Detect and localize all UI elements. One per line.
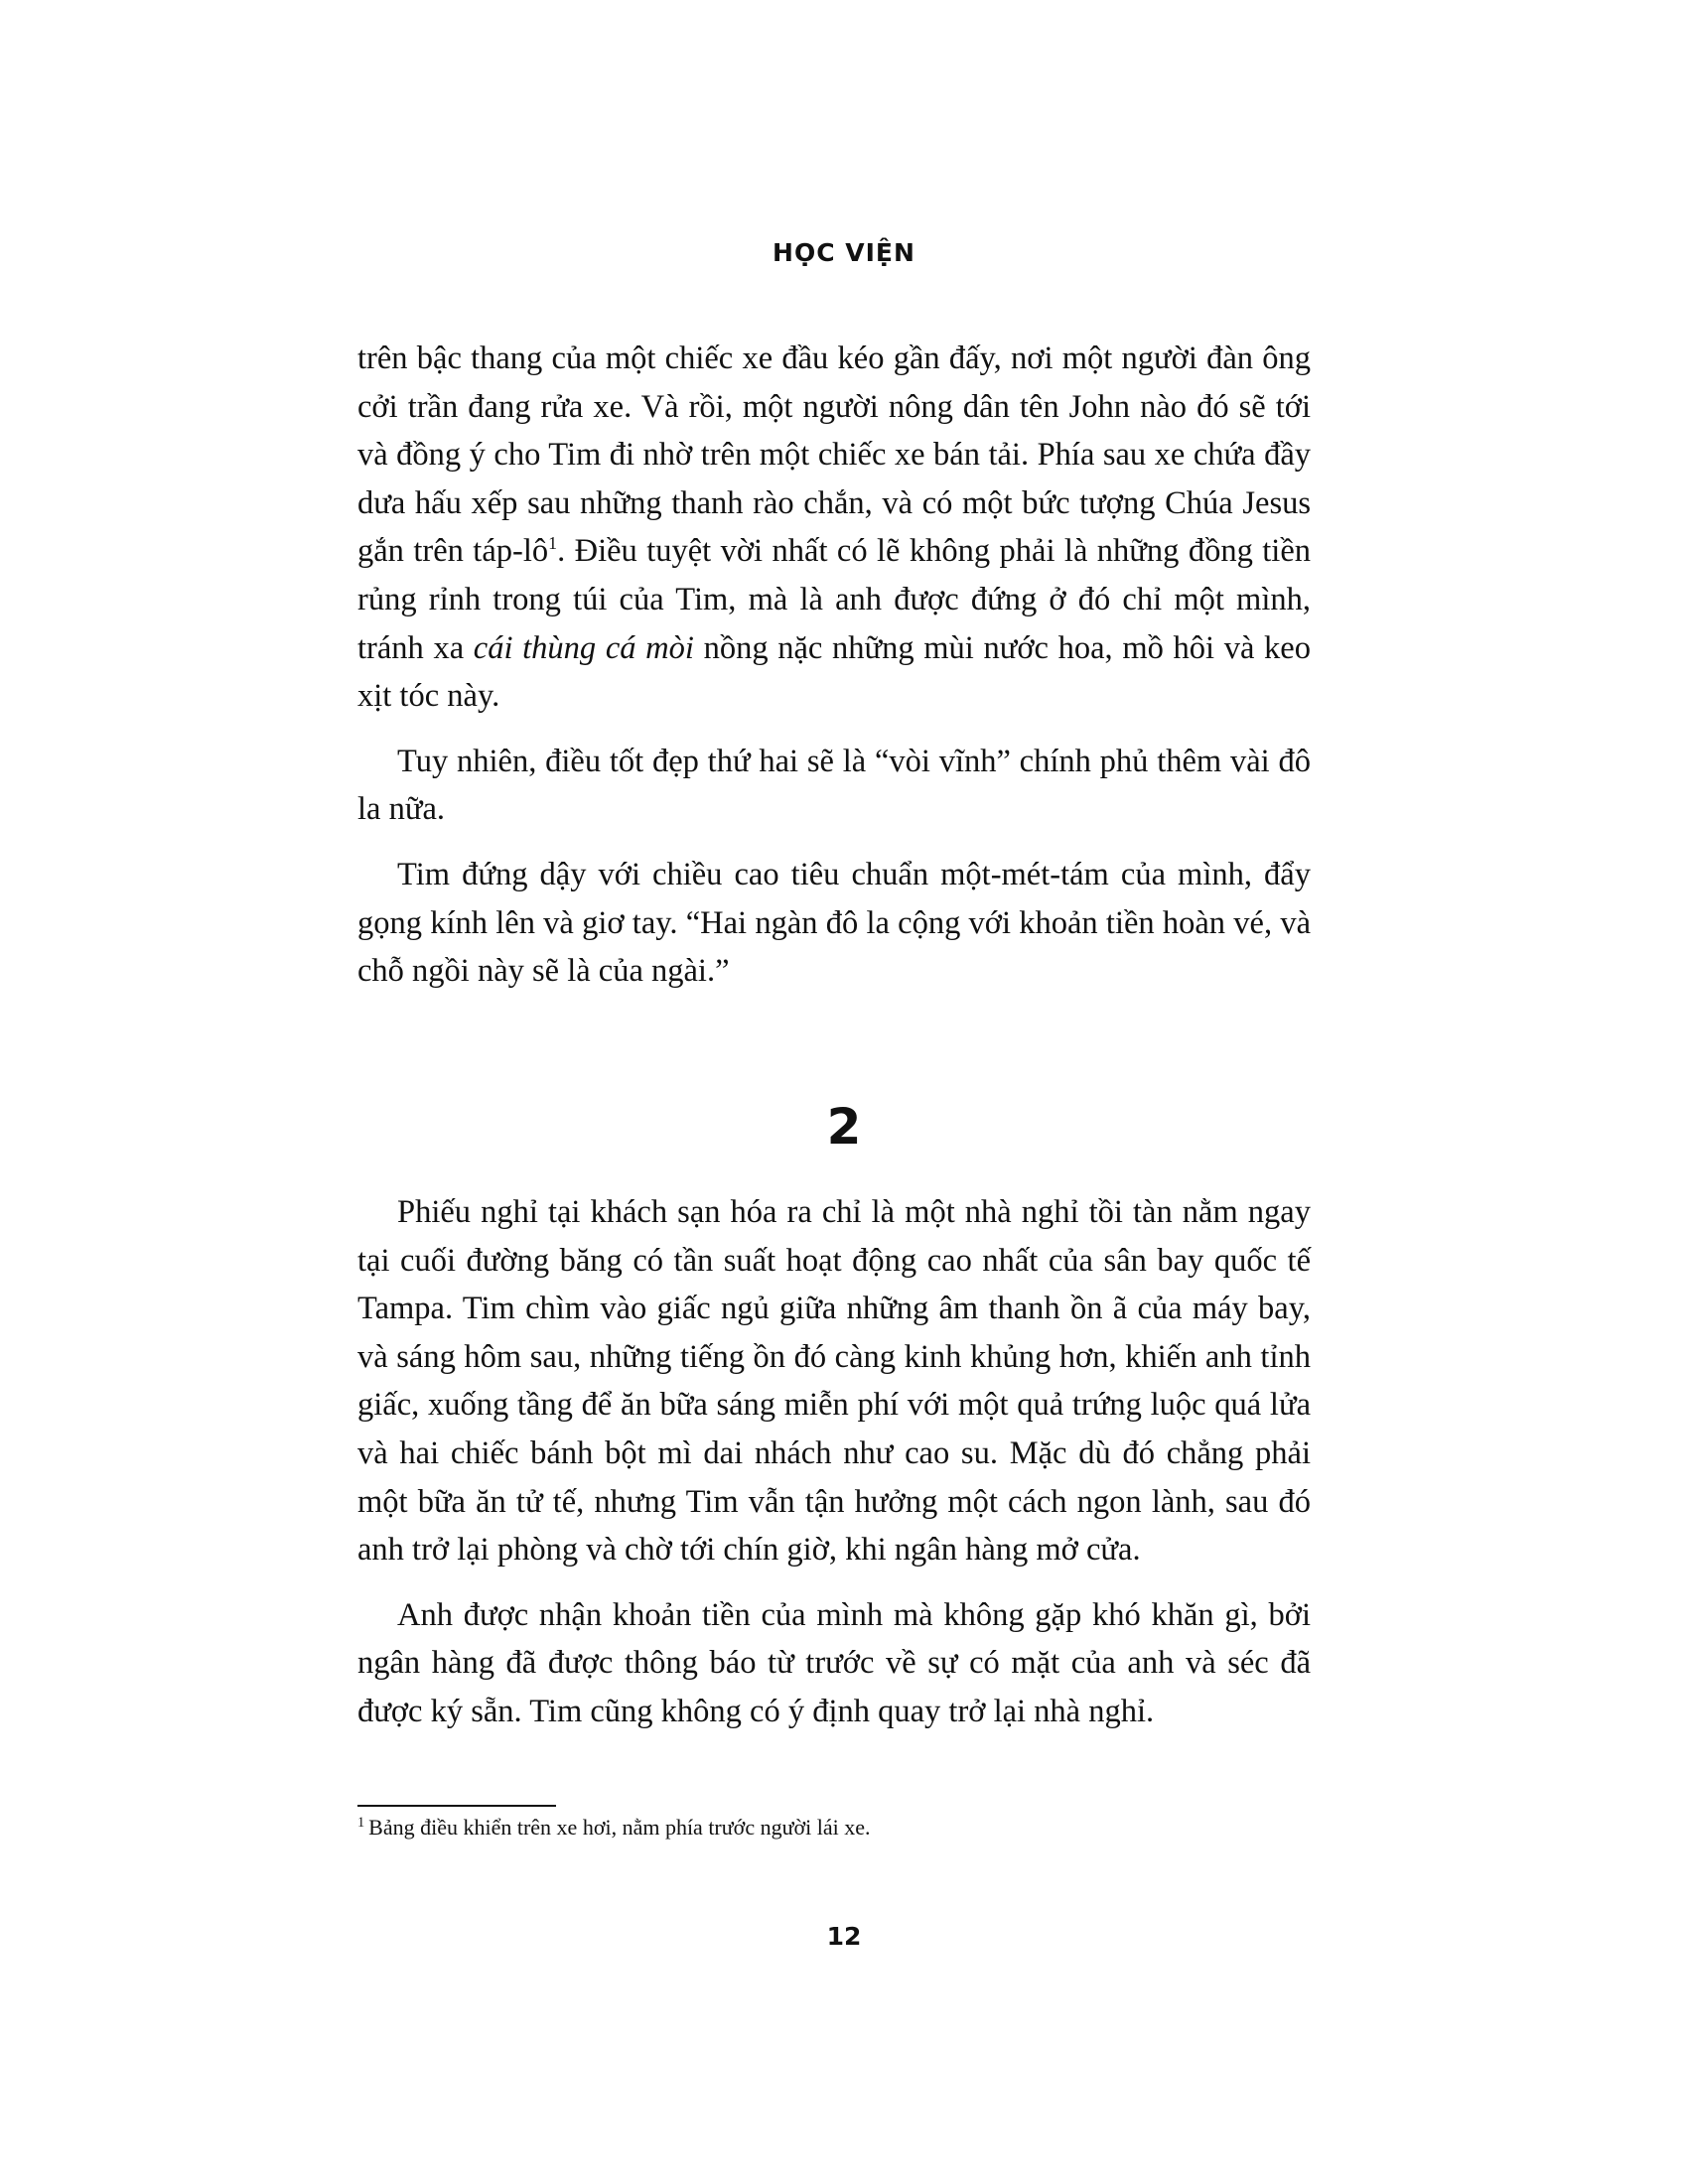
footnote	[357, 1813, 1311, 1843]
footnote-divider	[357, 1805, 556, 1807]
footnote-reference: 1	[548, 533, 558, 554]
paragraph: Phiếu nghỉ tại khách sạn hóa ra chỉ là một nhà nghỉ tồi tàn nằm ngay tại cuối đường băng có tần suất hoạt động cao nhất của sân bay quốc tế Tampa. Tim chìm vào giấc ngủ giữa những âm thanh ồn ã của máy bay, và sáng hôm sau, những tiếng ồn đó càng kinh khủng hơn, khiến anh tỉnh giấc, xuống tầng để ăn bữa sáng miễn phí với một quả trứng luộc quá lửa và hai chiếc bánh bột mì dai nhách như cao su. Mặc dù đó chẳng phải một bữa ăn tử tế, nhưng Tim vẫn tận hưởng một cách ngon lành, sau đó anh trở lại phòng và chờ tới chín giờ, khi ngân hàng mở cửa.	[357, 1194, 1311, 1569]
paragraph: Anh được nhận khoản tiền của mình mà không gặp khó khăn gì, bởi ngân hàng đã được thông báo từ trước về sự có mặt của anh và séc đã được ký sẵn. Tim cũng không có ý định quay trở lại nhà nghỉ.	[357, 1596, 1311, 1729]
page-number: 12	[826, 1922, 862, 1951]
italic-phrase: cái thùng cá mòi	[473, 629, 694, 666]
text-block-chapter-body	[357, 1188, 1311, 1736]
paragraph: Tim đứng dậy với chiều cao tiêu chuẩn một-mét-tám của mình, đẩy gọng kính lên và giơ tay. “Hai ngàn đô la cộng với khoản tiền hoàn vé, và chỗ ngồi này sẽ là của ngài.”	[357, 856, 1311, 990]
paragraph-continued: trên bậc thang của một chiếc xe đầu kéo gần đấy, nơi một người đàn ông cởi trần đang rửa xe. Và rồi, một người nông dân tên John nào đó sẽ tới và đồng ý cho Tim đi nhờ trên một chiếc xe bán tải. Phía sau xe chứa đầy dưa hấu xếp sau những thanh rào chắn, và có một bức tượng Chúa Jesus gắn trên táp-$lô^1$. Điều tuyệt vời nhất có lẽ không phải là những đồng tiền rủng rỉnh trong túi của Tim, mà là anh được đứng ở đó chỉ một mình, tránh xa cái thùng cá mòi nồng nặc những mùi nước hoa, mồ hôi và keo xịt tóc này.	[357, 341, 1312, 715]
running-header: HỌC VIỆN	[773, 238, 915, 267]
chapter-number: 2	[826, 1098, 862, 1156]
footnote-text: Bảng điều khiển trên xe hơi, nằm phía trước người lái xe.	[368, 1815, 871, 1840]
paragraph: Tuy nhiên, điều tốt đẹp thứ hai sẽ là “vòi vĩnh” chính phủ thêm vài đô la nữa.	[357, 743, 1311, 828]
text-block-before-chapter	[357, 335, 1311, 996]
footnote-marker: 1	[357, 1814, 365, 1831]
